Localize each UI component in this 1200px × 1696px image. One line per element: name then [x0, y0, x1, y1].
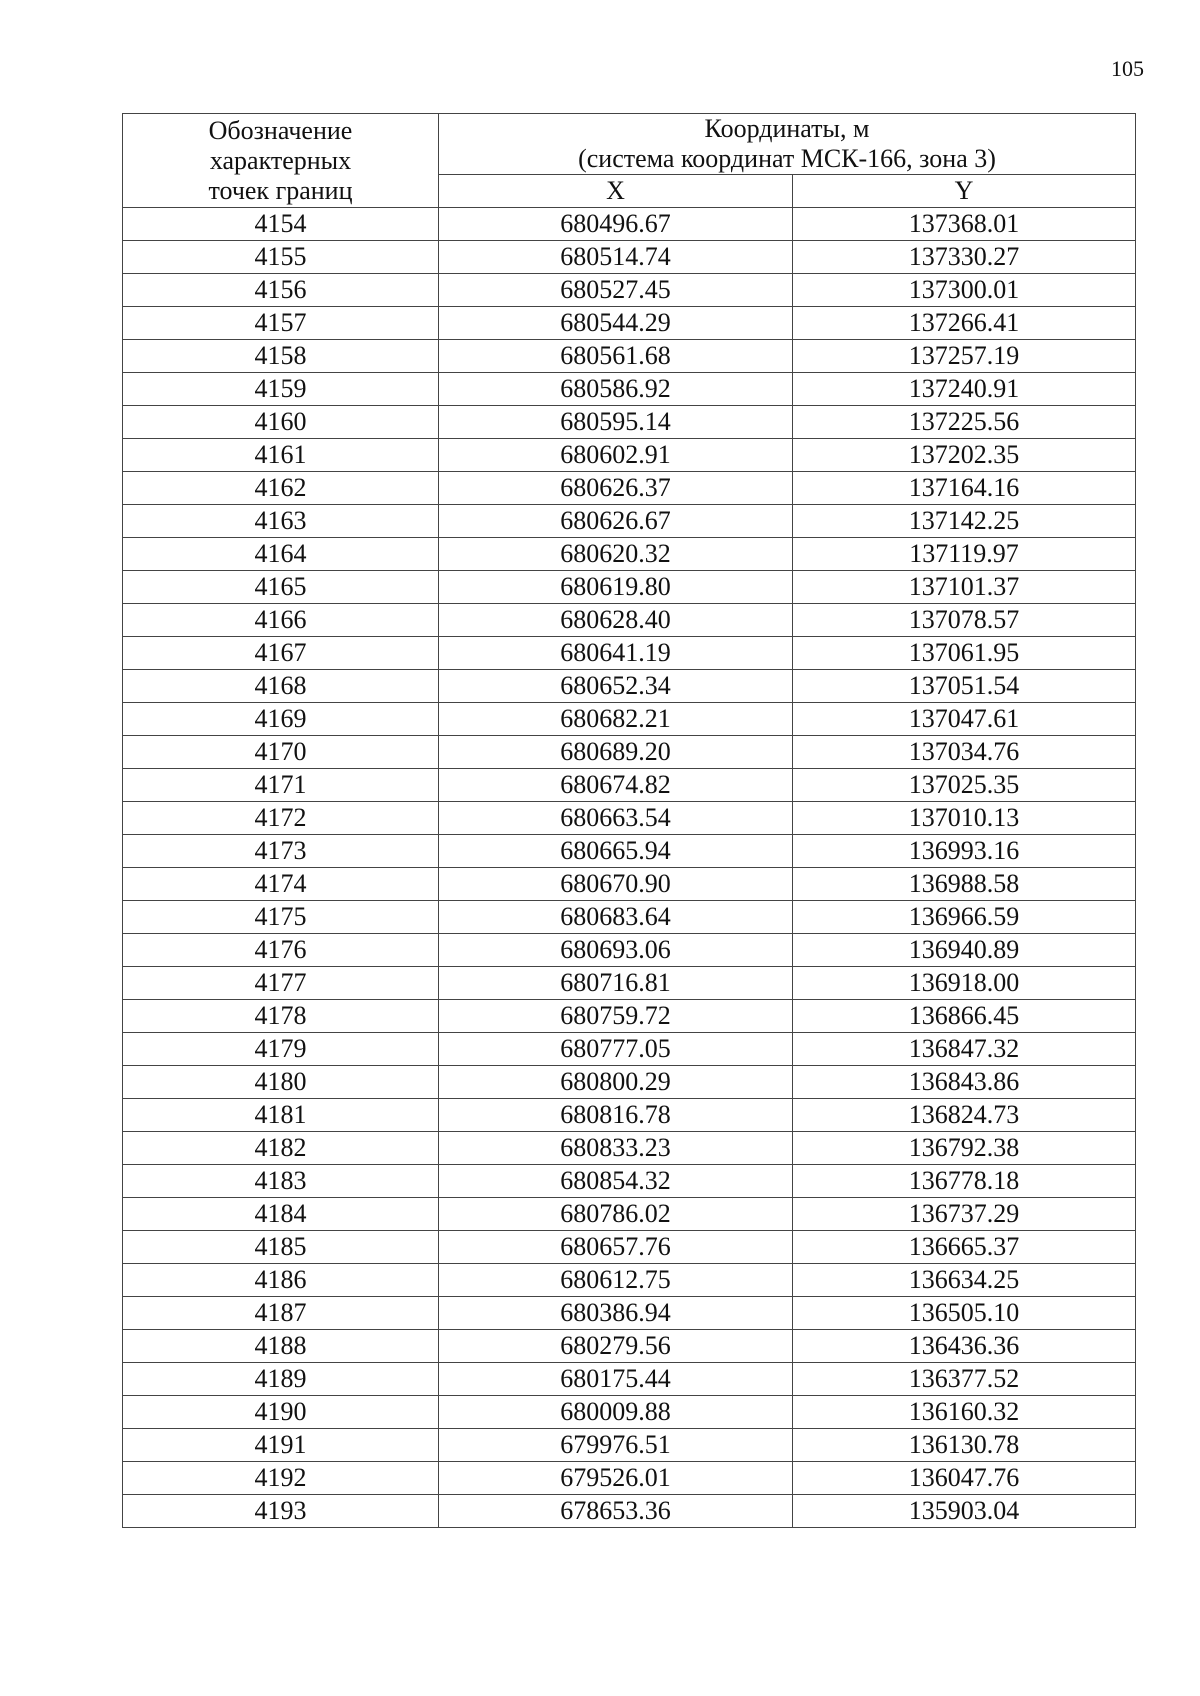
- table-row: [123, 769, 1136, 802]
- x-coordinate-cell: 680620.32: [439, 538, 793, 571]
- table-body: [123, 208, 1136, 1528]
- table-row: [123, 1033, 1136, 1066]
- x-coordinate-cell: 680544.29: [439, 307, 793, 340]
- point-id-cell: 4176: [123, 934, 439, 967]
- x-coordinate-cell: 680612.75: [439, 1264, 793, 1297]
- point-id-cell: 4179: [123, 1033, 439, 1066]
- header-coordinates-line: (система координат МСК-166, зона 3): [578, 144, 996, 173]
- table-row: [123, 571, 1136, 604]
- table-row: [123, 1495, 1136, 1528]
- y-coordinate-cell: 136160.32: [793, 1396, 1136, 1429]
- point-id-cell: 4164: [123, 538, 439, 571]
- table-row: [123, 1000, 1136, 1033]
- point-id-cell: 4193: [123, 1495, 439, 1528]
- point-id-cell: 4180: [123, 1066, 439, 1099]
- header-y: Y: [793, 175, 1136, 208]
- y-coordinate-cell: 137202.35: [793, 439, 1136, 472]
- x-coordinate-cell: 680657.76: [439, 1231, 793, 1264]
- x-coordinate-cell: 680602.91: [439, 439, 793, 472]
- x-coordinate-cell: 680683.64: [439, 901, 793, 934]
- table-row: [123, 1429, 1136, 1462]
- point-id-cell: 4172: [123, 802, 439, 835]
- header-coordinates: [439, 114, 1136, 175]
- y-coordinate-cell: 137051.54: [793, 670, 1136, 703]
- point-id-cell: 4189: [123, 1363, 439, 1396]
- point-id-cell: 4175: [123, 901, 439, 934]
- point-id-cell: 4182: [123, 1132, 439, 1165]
- y-coordinate-cell: 136966.59: [793, 901, 1136, 934]
- table-row: [123, 373, 1136, 406]
- table-row: [123, 637, 1136, 670]
- table-row: [123, 1297, 1136, 1330]
- point-id-cell: 4177: [123, 967, 439, 1000]
- x-coordinate-cell: 678653.36: [439, 1495, 793, 1528]
- table-row: [123, 1198, 1136, 1231]
- point-id-cell: 4154: [123, 208, 439, 241]
- x-coordinate-cell: 680777.05: [439, 1033, 793, 1066]
- y-coordinate-cell: 137164.16: [793, 472, 1136, 505]
- table-row: [123, 1462, 1136, 1495]
- table-row: [123, 1132, 1136, 1165]
- y-coordinate-cell: 136988.58: [793, 868, 1136, 901]
- x-coordinate-cell: 680693.06: [439, 934, 793, 967]
- x-coordinate-cell: 679526.01: [439, 1462, 793, 1495]
- table-row: [123, 901, 1136, 934]
- x-coordinate-cell: 680496.67: [439, 208, 793, 241]
- point-id-cell: 4160: [123, 406, 439, 439]
- x-coordinate-cell: 680786.02: [439, 1198, 793, 1231]
- table-row: [123, 538, 1136, 571]
- x-coordinate-cell: 680682.21: [439, 703, 793, 736]
- y-coordinate-cell: 136130.78: [793, 1429, 1136, 1462]
- point-id-cell: 4192: [123, 1462, 439, 1495]
- table-row: [123, 1165, 1136, 1198]
- table-row: [123, 604, 1136, 637]
- header-designation-line: характерных: [209, 145, 352, 175]
- x-coordinate-cell: 680175.44: [439, 1363, 793, 1396]
- coordinates-table: [122, 113, 1136, 1528]
- y-coordinate-cell: 136918.00: [793, 967, 1136, 1000]
- y-coordinate-cell: 136737.29: [793, 1198, 1136, 1231]
- y-coordinate-cell: 137142.25: [793, 505, 1136, 538]
- point-id-cell: 4166: [123, 604, 439, 637]
- x-coordinate-cell: 679976.51: [439, 1429, 793, 1462]
- x-coordinate-cell: 680854.32: [439, 1165, 793, 1198]
- y-coordinate-cell: 137240.91: [793, 373, 1136, 406]
- y-coordinate-cell: 137061.95: [793, 637, 1136, 670]
- point-id-cell: 4169: [123, 703, 439, 736]
- y-coordinate-cell: 136824.73: [793, 1099, 1136, 1132]
- x-coordinate-cell: 680527.45: [439, 274, 793, 307]
- x-coordinate-cell: 680279.56: [439, 1330, 793, 1363]
- table-row: [123, 670, 1136, 703]
- table-row: [123, 1330, 1136, 1363]
- point-id-cell: 4162: [123, 472, 439, 505]
- table-row: [123, 835, 1136, 868]
- x-coordinate-cell: 680641.19: [439, 637, 793, 670]
- x-coordinate-cell: 680759.72: [439, 1000, 793, 1033]
- table-row: [123, 472, 1136, 505]
- header-designation: [123, 114, 439, 208]
- y-coordinate-cell: 136993.16: [793, 835, 1136, 868]
- point-id-cell: 4171: [123, 769, 439, 802]
- x-coordinate-cell: 680586.92: [439, 373, 793, 406]
- x-coordinate-cell: 680665.94: [439, 835, 793, 868]
- x-coordinate-cell: 680716.81: [439, 967, 793, 1000]
- y-coordinate-cell: 135903.04: [793, 1495, 1136, 1528]
- header-designation-line: точек границ: [208, 175, 353, 205]
- x-coordinate-cell: 680689.20: [439, 736, 793, 769]
- x-coordinate-cell: 680626.67: [439, 505, 793, 538]
- table-row: [123, 802, 1136, 835]
- y-coordinate-cell: 136843.86: [793, 1066, 1136, 1099]
- y-coordinate-cell: 136505.10: [793, 1297, 1136, 1330]
- x-coordinate-cell: 680670.90: [439, 868, 793, 901]
- table-row: [123, 307, 1136, 340]
- y-coordinate-cell: 136792.38: [793, 1132, 1136, 1165]
- table-row: [123, 967, 1136, 1000]
- point-id-cell: 4188: [123, 1330, 439, 1363]
- table-row: [123, 208, 1136, 241]
- point-id-cell: 4156: [123, 274, 439, 307]
- x-coordinate-cell: 680674.82: [439, 769, 793, 802]
- point-id-cell: 4163: [123, 505, 439, 538]
- header-coordinates-line: Координаты, м: [704, 114, 870, 143]
- table-row: [123, 439, 1136, 472]
- y-coordinate-cell: 136377.52: [793, 1363, 1136, 1396]
- point-id-cell: 4184: [123, 1198, 439, 1231]
- point-id-cell: 4183: [123, 1165, 439, 1198]
- y-coordinate-cell: 137047.61: [793, 703, 1136, 736]
- table-row: [123, 868, 1136, 901]
- point-id-cell: 4174: [123, 868, 439, 901]
- y-coordinate-cell: 137034.76: [793, 736, 1136, 769]
- x-coordinate-cell: 680816.78: [439, 1099, 793, 1132]
- y-coordinate-cell: 136047.76: [793, 1462, 1136, 1495]
- y-coordinate-cell: 137025.35: [793, 769, 1136, 802]
- table-header: [123, 114, 1136, 208]
- x-coordinate-cell: 680386.94: [439, 1297, 793, 1330]
- y-coordinate-cell: 137101.37: [793, 571, 1136, 604]
- point-id-cell: 4165: [123, 571, 439, 604]
- x-coordinate-cell: 680561.68: [439, 340, 793, 373]
- x-coordinate-cell: 680628.40: [439, 604, 793, 637]
- point-id-cell: 4187: [123, 1297, 439, 1330]
- table-row: [123, 736, 1136, 769]
- table-row: [123, 1363, 1136, 1396]
- point-id-cell: 4181: [123, 1099, 439, 1132]
- y-coordinate-cell: 137266.41: [793, 307, 1136, 340]
- point-id-cell: 4170: [123, 736, 439, 769]
- header-designation-line: Обозначение: [208, 115, 353, 145]
- point-id-cell: 4155: [123, 241, 439, 274]
- y-coordinate-cell: 137010.13: [793, 802, 1136, 835]
- table-row: [123, 505, 1136, 538]
- header-x: X: [439, 175, 793, 208]
- x-coordinate-cell: 680619.80: [439, 571, 793, 604]
- y-coordinate-cell: 136778.18: [793, 1165, 1136, 1198]
- x-coordinate-cell: 680833.23: [439, 1132, 793, 1165]
- y-coordinate-cell: 137300.01: [793, 274, 1136, 307]
- point-id-cell: 4190: [123, 1396, 439, 1429]
- y-coordinate-cell: 136665.37: [793, 1231, 1136, 1264]
- y-coordinate-cell: 137119.97: [793, 538, 1136, 571]
- x-coordinate-cell: 680800.29: [439, 1066, 793, 1099]
- table-row: [123, 274, 1136, 307]
- point-id-cell: 4157: [123, 307, 439, 340]
- y-coordinate-cell: 136634.25: [793, 1264, 1136, 1297]
- point-id-cell: 4168: [123, 670, 439, 703]
- table-row: [123, 241, 1136, 274]
- y-coordinate-cell: 136866.45: [793, 1000, 1136, 1033]
- point-id-cell: 4173: [123, 835, 439, 868]
- x-coordinate-cell: 680514.74: [439, 241, 793, 274]
- y-coordinate-cell: 137330.27: [793, 241, 1136, 274]
- y-coordinate-cell: 137257.19: [793, 340, 1136, 373]
- point-id-cell: 4186: [123, 1264, 439, 1297]
- y-coordinate-cell: 136847.32: [793, 1033, 1136, 1066]
- y-coordinate-cell: 136436.36: [793, 1330, 1136, 1363]
- table-row: [123, 1264, 1136, 1297]
- x-coordinate-cell: 680595.14: [439, 406, 793, 439]
- point-id-cell: 4178: [123, 1000, 439, 1033]
- x-coordinate-cell: 680663.54: [439, 802, 793, 835]
- table-row: [123, 340, 1136, 373]
- table-row: [123, 1066, 1136, 1099]
- point-id-cell: 4185: [123, 1231, 439, 1264]
- x-coordinate-cell: 680009.88: [439, 1396, 793, 1429]
- y-coordinate-cell: 137078.57: [793, 604, 1136, 637]
- x-coordinate-cell: 680652.34: [439, 670, 793, 703]
- page-number: 105: [1111, 56, 1144, 81]
- y-coordinate-cell: 136940.89: [793, 934, 1136, 967]
- table-row: [123, 1231, 1136, 1264]
- point-id-cell: 4167: [123, 637, 439, 670]
- point-id-cell: 4161: [123, 439, 439, 472]
- point-id-cell: 4158: [123, 340, 439, 373]
- table-row: [123, 406, 1136, 439]
- point-id-cell: 4191: [123, 1429, 439, 1462]
- table-row: [123, 1396, 1136, 1429]
- point-id-cell: 4159: [123, 373, 439, 406]
- x-coordinate-cell: 680626.37: [439, 472, 793, 505]
- table-row: [123, 703, 1136, 736]
- y-coordinate-cell: 137368.01: [793, 208, 1136, 241]
- table-row: [123, 934, 1136, 967]
- y-coordinate-cell: 137225.56: [793, 406, 1136, 439]
- table-row: [123, 1099, 1136, 1132]
